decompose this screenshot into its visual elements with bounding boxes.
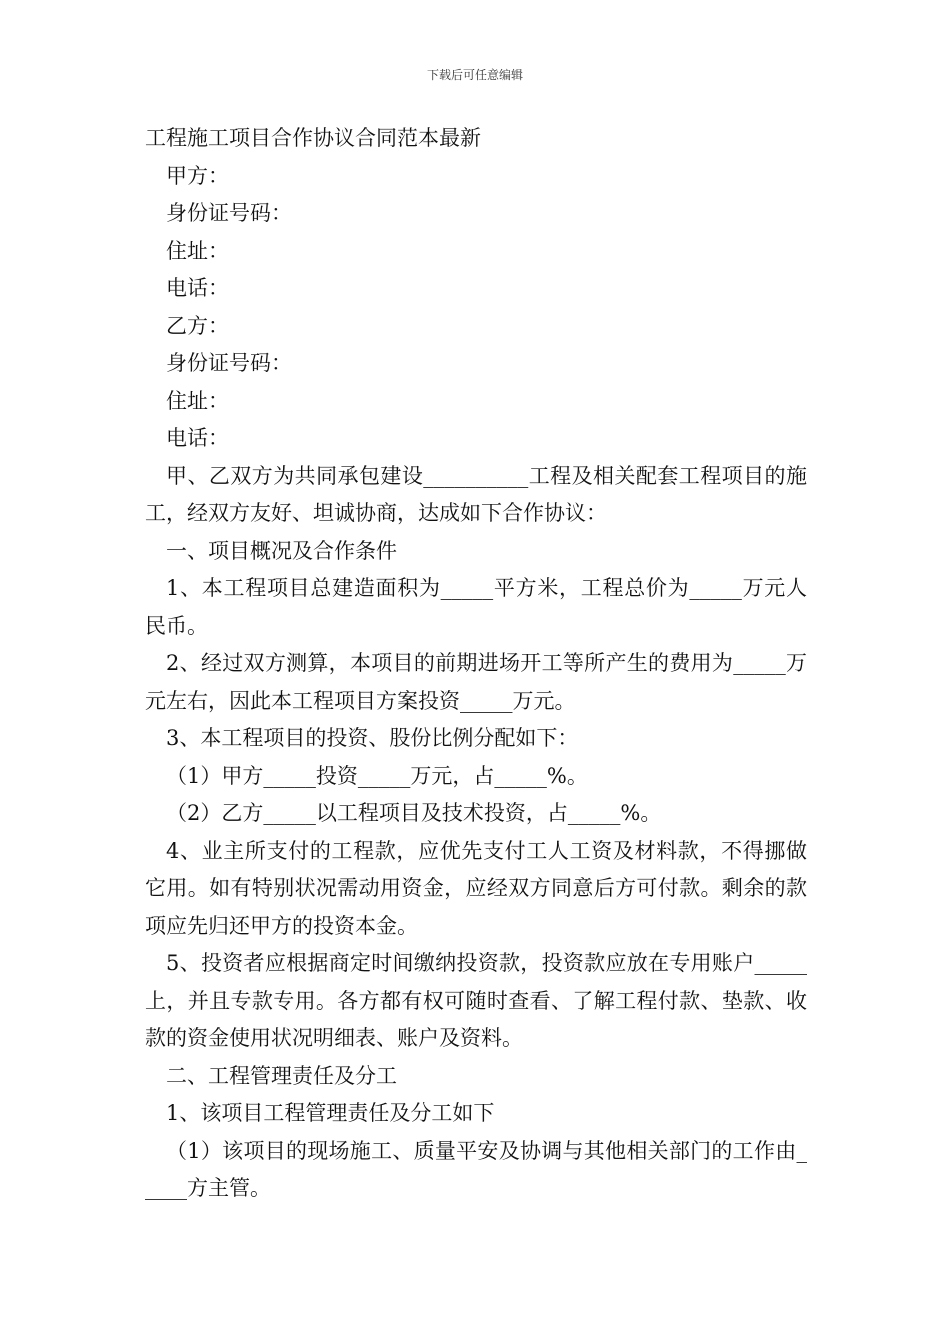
section-heading-2: 二、工程管理责任及分工 [166, 1063, 397, 1088]
section-heading-1: 一、项目概况及合作条件 [166, 538, 397, 563]
page-header-note: 下载后可任意编辑 [426, 68, 523, 82]
clause-2-1-item-1: （1）该项目的现场施工、质量平安及协调与其他相关部门的工作由_____方主管。 [145, 1138, 807, 1200]
clause-1-1: 1、本工程项目总建造面积为_____平方米，工程总价为_____万元人民币。 [145, 576, 807, 638]
clause-1-3-item-2: （2）乙方_____以工程项目及技术投资，占_____%。 [166, 801, 662, 825]
clause-2-1: 1、该项目工程管理责任及分工如下 [166, 1101, 495, 1125]
party-a-address-label: 住址： [166, 238, 229, 263]
clause-1-3: 3、本工程项目的投资、股份比例分配如下： [166, 726, 579, 750]
party-a-id-label: 身份证号码： [166, 201, 292, 225]
clause-1-4: 4、业主所支付的工程款，应优先支付工人工资及材料款，不得挪做它用。如有特别状况需动用资金，应经双方同意后方可付款。剩余的款项应先归还甲方的投资本金。 [145, 838, 807, 938]
agreement-intro-paragraph: 甲、乙双方为共同承包建设__________工程及相关配套工程项目的施工，经双方友好、坦诚协商，达成如下合作协议： [145, 463, 807, 525]
clause-1-3-item-1: （1）甲方_____投资_____万元，占_____%。 [166, 763, 588, 788]
clause-1-2: 2、经过双方测算，本项目的前期进场开工等所产生的费用为_____万元左右，因此本工程项目方案投资_____万元。 [145, 651, 807, 713]
clause-1-5: 5、投资者应根据商定时间缴纳投资款，投资款应放在专用账户_____上，并且专款专用。各方都有权可随时查看、了解工程付款、垫款、收款的资金使用状况明细表、账户及资料。 [145, 951, 807, 1050]
party-a-label: 甲方： [166, 163, 229, 188]
party-b-id-label: 身份证号码： [166, 351, 292, 375]
party-a-phone-label: 电话： [166, 276, 229, 300]
document-title: 工程施工项目合作协议合同范本最新 [145, 126, 481, 150]
document-body [145, 120, 807, 1208]
party-b-address-label: 住址： [166, 388, 229, 413]
party-b-phone-label: 电话： [166, 426, 229, 450]
party-b-label: 乙方： [166, 313, 229, 338]
